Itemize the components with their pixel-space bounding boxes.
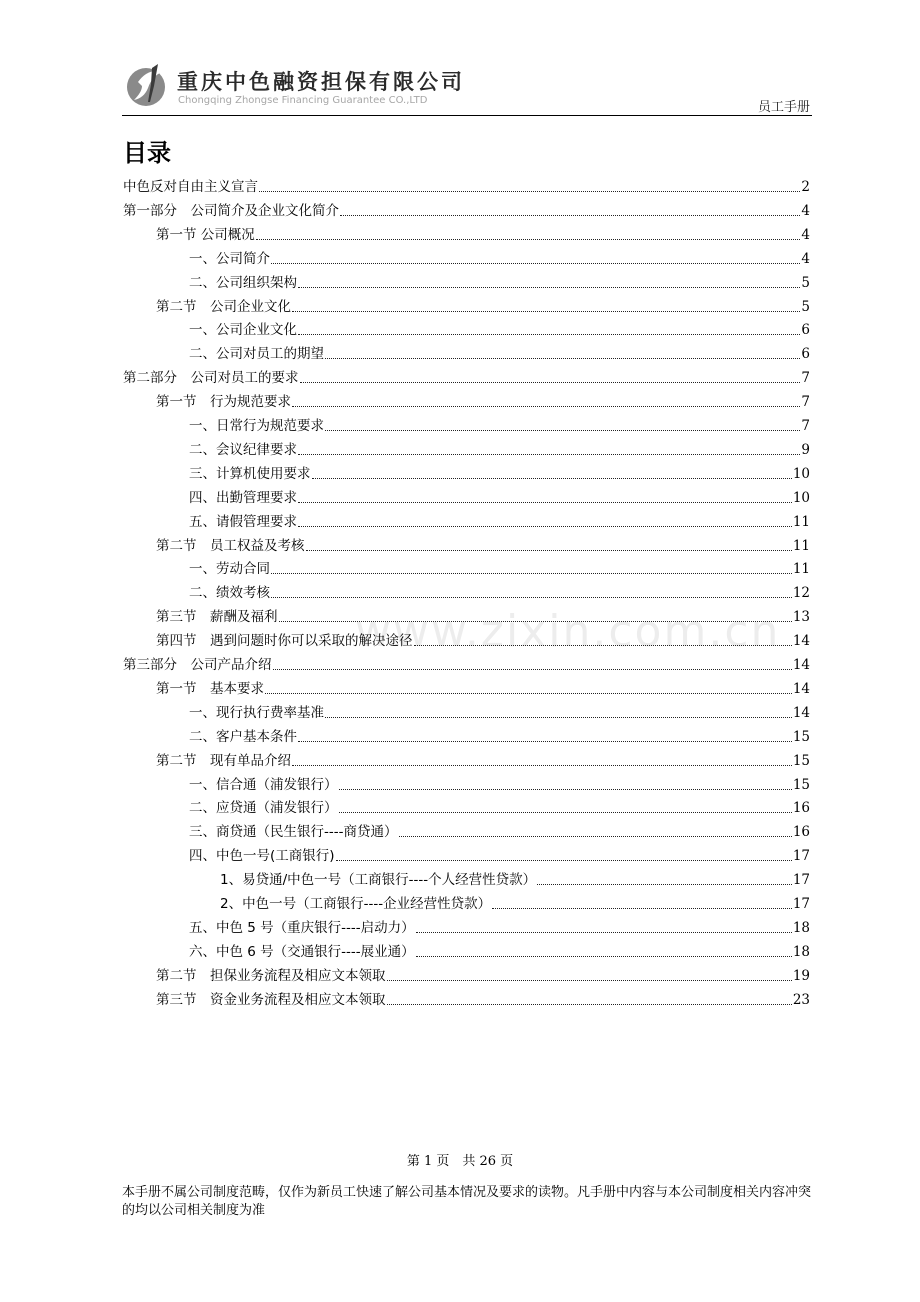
toc-entry[interactable] [189, 817, 810, 841]
toc-entry-page: 10 [792, 465, 810, 482]
toc-entry-label: 第二节 员工权益及考核 [156, 537, 305, 554]
toc-entry[interactable] [156, 292, 810, 316]
toc-leader-dots [387, 979, 792, 981]
toc-entry-label: 四、出勤管理要求 [189, 489, 297, 506]
page-number: 第 1 页 共 26 页 [406, 1154, 514, 1169]
toc-entry[interactable] [156, 602, 810, 626]
toc-entry-page: 11 [792, 561, 810, 578]
toc-entry[interactable] [220, 889, 810, 913]
toc-entry[interactable] [156, 746, 810, 770]
toc-entry-label: 第三部分 公司产品介绍 [123, 657, 272, 673]
toc-leader-dots [312, 477, 792, 479]
toc-entry-page: 16 [792, 824, 810, 841]
toc-leader-dots [339, 788, 792, 790]
toc-entry-page: 14 [792, 680, 810, 697]
toc-entry[interactable] [189, 315, 810, 339]
toc-entry-label: 第四节 遇到问题时你可以采取的解决途径 [156, 633, 413, 650]
toc-leader-dots [339, 811, 792, 813]
toc-leader-dots [271, 596, 792, 598]
toc-leader-dots [259, 190, 800, 192]
toc-entry-label: 第一部分 公司简介及企业文化简介 [123, 202, 339, 219]
watermark: www.zixin.com.cn [355, 606, 781, 657]
toc-entry-page: 5 [801, 274, 810, 291]
toc-entry-label: 第二部分 公司对员工的要求 [123, 370, 299, 387]
toc-entry-page: 7 [801, 370, 810, 387]
toc-entry[interactable] [189, 722, 810, 746]
toc-leader-dots [298, 740, 792, 742]
toc-entry[interactable] [156, 961, 810, 985]
toc-entry-page: 10 [792, 489, 810, 506]
company-name-cn: 重庆中色融资担保有限公司 [177, 70, 465, 94]
toc-entry-page: 13 [792, 609, 810, 626]
toc-entry-label: 二、应贷通（浦发银行） [189, 800, 338, 817]
toc-entry[interactable] [156, 531, 810, 555]
toc-entry[interactable] [189, 411, 810, 435]
toc-entry-page: 14 [792, 633, 810, 650]
toc-entry-label: 中色反对自由主义宣言 [123, 179, 258, 195]
toc-entry-label: 第一节 行为规范要求 [156, 394, 291, 411]
company-logo-icon [124, 62, 172, 110]
toc-leader-dots [298, 453, 800, 455]
toc-entry-page: 6 [801, 322, 810, 339]
toc-entry-label: 二、会议纪律要求 [189, 441, 297, 458]
toc-leader-dots [256, 238, 801, 240]
toc-leader-dots [492, 907, 792, 909]
toc-entry-label: 第三节 资金业务流程及相应文本领取 [156, 991, 386, 1008]
toc-entry[interactable] [189, 793, 810, 817]
toc-entry-page: 17 [792, 848, 810, 865]
toc-entry-page: 12 [792, 585, 810, 602]
toc-entry-label: 二、客户基本条件 [189, 728, 297, 745]
toc-entry-page: 18 [792, 943, 810, 960]
toc-leader-dots [292, 764, 792, 766]
toc-entry[interactable] [123, 196, 810, 220]
toc-leader-dots [325, 429, 800, 431]
toc-entry[interactable] [189, 578, 810, 602]
toc-entry-page: 11 [792, 537, 810, 554]
toc-entry-label: 四、中色一号(工商银行) [189, 848, 335, 865]
toc-entry-label: 1、易贷通/中色一号（工商银行----个人经营性贷款） [220, 872, 537, 889]
toc-entry-label: 第一节 公司概况 [156, 226, 255, 243]
toc-entry[interactable] [189, 698, 810, 722]
toc-entry-page: 7 [801, 394, 810, 411]
toc-entry-page: 14 [792, 657, 810, 673]
toc-entry-page: 7 [801, 418, 810, 434]
toc-leader-dots [300, 381, 801, 383]
toc-entry[interactable] [123, 363, 810, 387]
toc-entry[interactable] [123, 650, 810, 674]
toc-entry-label: 第二节 公司企业文化 [156, 298, 291, 315]
toc-entry-page: 17 [792, 896, 810, 912]
toc-leader-dots [387, 1003, 792, 1005]
toc-entry[interactable] [189, 841, 810, 865]
toc-entry-label: 二、公司组织架构 [189, 274, 297, 291]
toc-entry-label: 一、信合通（浦发银行） [189, 776, 338, 793]
toc-entry-label: 二、公司对员工的期望 [189, 346, 324, 363]
toc-entry-label: 一、公司企业文化 [189, 322, 297, 339]
toc-entry-label: 第一节 基本要求 [156, 680, 264, 697]
toc-leader-dots [271, 572, 792, 574]
toc-entry[interactable] [189, 913, 810, 937]
toc-entry-label: 第三节 薪酬及福利 [156, 609, 278, 626]
toc-entry-label: 三、计算机使用要求 [189, 465, 311, 482]
toc-entry[interactable] [189, 483, 810, 507]
toc-entry[interactable] [189, 268, 810, 292]
toc-leader-dots [292, 310, 800, 312]
toc-entry-label: 六、中色 6 号（交通银行----展业通） [189, 943, 415, 960]
toc-entry[interactable] [189, 507, 810, 531]
toc-leader-dots [273, 668, 792, 670]
toc-entry[interactable] [156, 626, 810, 650]
toc-entry-label: 第二节 现有单品介绍 [156, 752, 291, 769]
toc-leader-dots [416, 955, 792, 957]
toc-entry-page: 18 [792, 919, 810, 936]
toc-entry-page: 4 [801, 250, 810, 267]
toc-entry[interactable] [156, 220, 810, 244]
toc-entry-label: 五、中色 5 号（重庆银行----启动力） [189, 919, 415, 936]
toc-entry-page: 2 [801, 179, 810, 195]
toc-leader-dots [537, 883, 792, 885]
toc-entry-page: 23 [792, 991, 810, 1008]
toc-entry-page: 9 [801, 441, 810, 458]
toc-entry-label: 第二节 担保业务流程及相应文本领取 [156, 967, 386, 984]
toc-entry-page: 14 [792, 704, 810, 721]
toc-leader-dots [399, 835, 792, 837]
toc-entry-page: 4 [801, 226, 810, 243]
toc-entry[interactable] [189, 770, 810, 794]
toc-entry-label: 一、日常行为规范要求 [189, 418, 324, 434]
document-type-label: 员工手册 [757, 100, 810, 115]
toc-entry-page: 17 [792, 872, 810, 889]
toc-entry[interactable] [189, 937, 810, 961]
page-header [122, 60, 812, 116]
toc-leader-dots [298, 333, 800, 335]
toc-leader-dots [306, 549, 792, 551]
toc-entry[interactable] [189, 459, 810, 483]
toc-leader-dots [336, 859, 792, 861]
toc-entry-label: 三、商贷通（民生银行----商贷通） [189, 824, 398, 841]
toc-entry-label: 二、绩效考核 [189, 585, 270, 602]
toc-leader-dots [271, 262, 800, 264]
company-name-en: Chongqing Zhongse Financing Guarantee CO.,LTD [178, 95, 428, 106]
toc-entry[interactable] [189, 435, 810, 459]
toc-entry[interactable] [220, 865, 810, 889]
toc-entry-page: 11 [792, 513, 810, 530]
toc-leader-dots [325, 716, 792, 718]
toc-leader-dots [265, 692, 792, 694]
toc-entry-label: 一、现行执行费率基准 [189, 704, 324, 721]
toc-leader-dots [298, 286, 800, 288]
toc-entry[interactable] [189, 554, 810, 578]
page-title: 目录 [123, 139, 171, 167]
toc-entry-page: 4 [801, 202, 810, 219]
toc-entry[interactable] [156, 387, 810, 411]
toc-leader-dots [325, 357, 800, 359]
toc-leader-dots [340, 214, 800, 216]
toc-leader-dots [279, 620, 792, 622]
toc-entry[interactable] [156, 674, 810, 698]
toc-entry-label: 2、中色一号（工商银行----企业经营性贷款） [220, 896, 492, 912]
footer-note: 本手册不属公司制度范畴，仅作为新员工快速了解公司基本情况及要求的读物。凡手册中内容与本公司制度相关内容冲突的均以公司相关制度为准 [122, 1185, 812, 1218]
toc-entry-page: 19 [792, 967, 810, 984]
toc-leader-dots [414, 644, 792, 646]
toc-entry-page: 6 [801, 346, 810, 363]
toc-entry[interactable] [156, 985, 810, 1009]
toc-entry[interactable] [189, 339, 810, 363]
toc-entry[interactable] [123, 172, 810, 196]
toc-entry-page: 15 [792, 728, 810, 745]
toc-leader-dots [292, 405, 800, 407]
toc-entry-page: 15 [792, 752, 810, 769]
toc-entry-label: 一、公司简介 [189, 250, 270, 267]
toc-entry-label: 五、请假管理要求 [189, 513, 297, 530]
toc-leader-dots [298, 525, 792, 527]
toc-entry-page: 16 [792, 800, 810, 817]
toc-entry-page: 5 [801, 298, 810, 315]
toc-entry-label: 一、劳动合同 [189, 561, 270, 578]
toc-leader-dots [298, 501, 792, 503]
toc-entry[interactable] [189, 244, 810, 268]
header-divider [122, 115, 812, 116]
toc-leader-dots [416, 931, 792, 933]
toc-entry-page: 15 [792, 776, 810, 793]
